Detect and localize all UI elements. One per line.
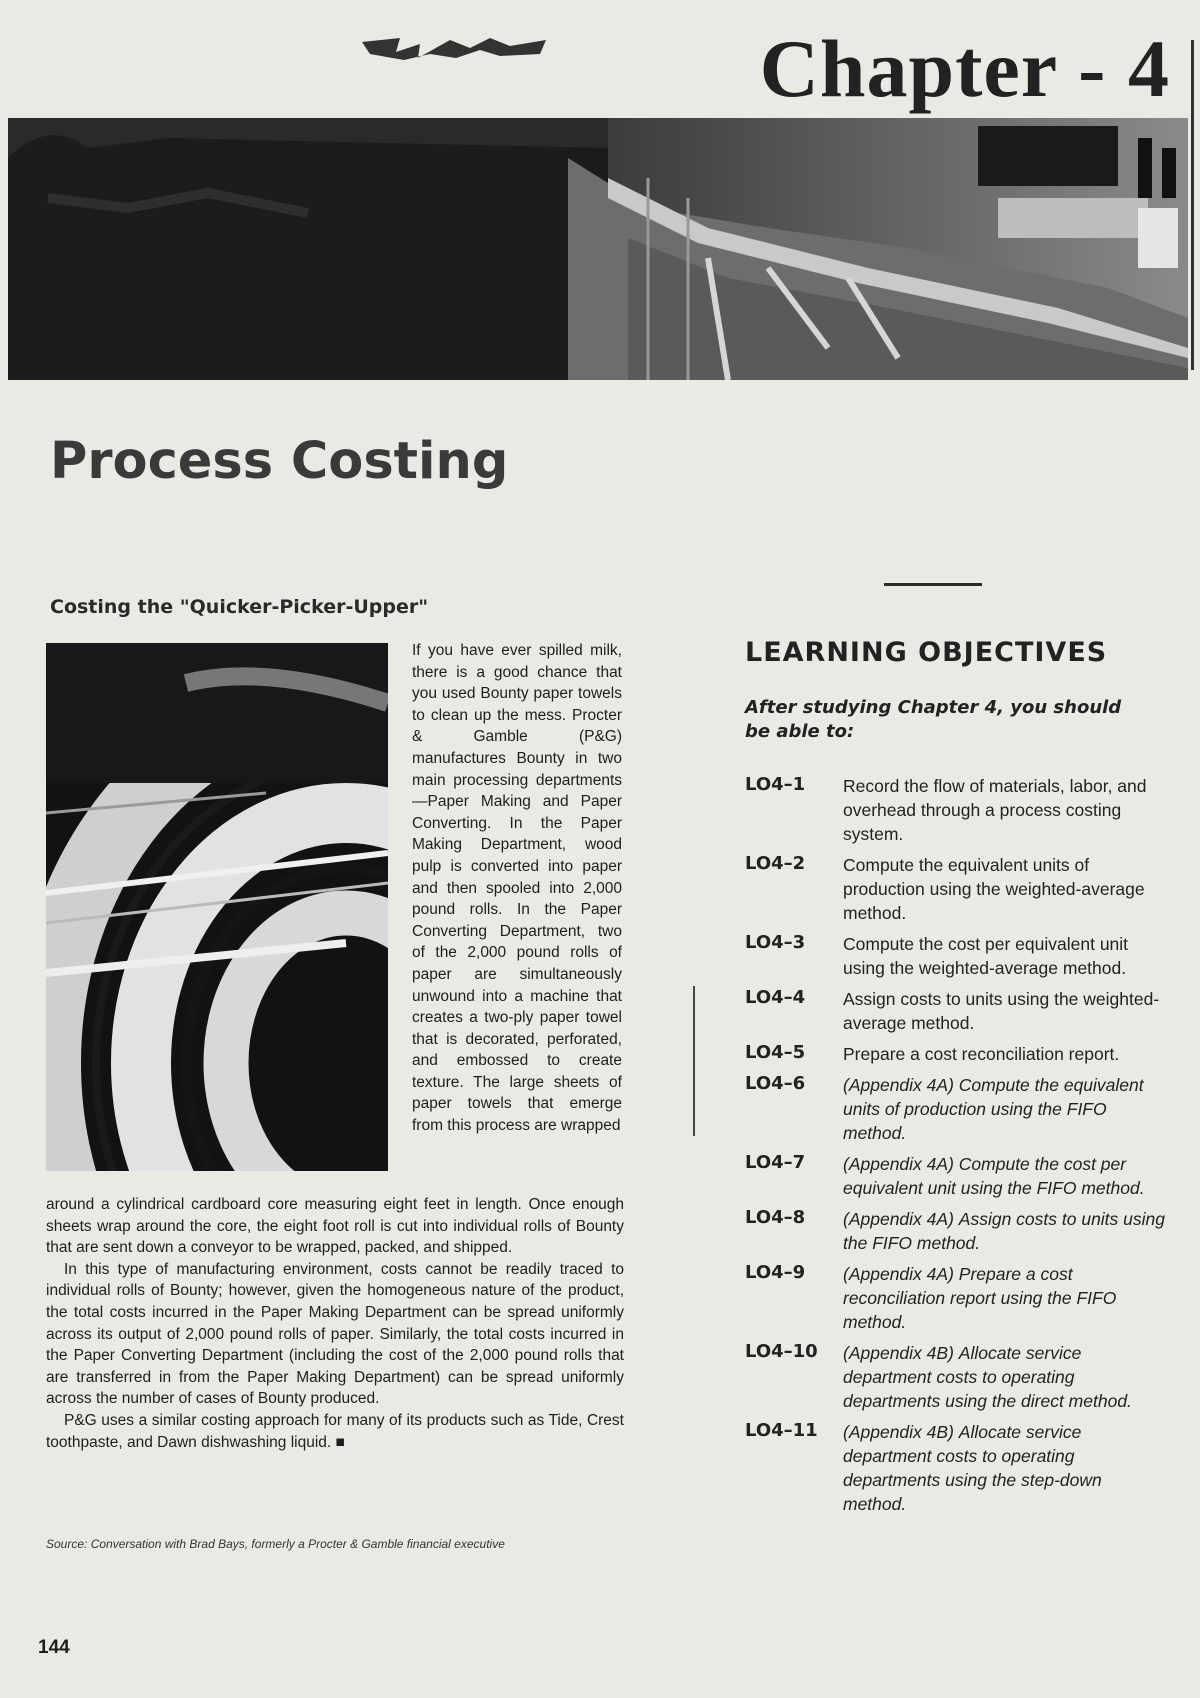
source-citation: Source: Conversation with Brad Bays, formerly a Procter & Gamble financial executive — [46, 1537, 505, 1551]
objective-appendix: (Appendix 4A) — [843, 1264, 954, 1284]
story-paragraph-1-continued: around a cylindrical cardboard core measuring eight feet in length. Once enough sheets wrap around the core, the eight foot roll is cut into individual rolls of Bounty that are sent down a conveyor to be wrapped, packed, and shipped. — [46, 1196, 624, 1257]
objective-item — [745, 1073, 1165, 1145]
objective-item — [745, 1207, 1165, 1255]
objective-body: Prepare a cost reconciliation report using the FIFO method. — [843, 1264, 1117, 1332]
learning-objectives-intro: After studying Chapter 4, you should be able to: — [745, 697, 1122, 742]
objective-text — [843, 1262, 1165, 1334]
page-number: 144 — [38, 1637, 70, 1658]
objective-item — [745, 1042, 1165, 1066]
chapter-title: Process Costing — [50, 432, 509, 491]
objective-item — [745, 1341, 1165, 1413]
objective-item — [745, 987, 1165, 1035]
objective-item — [745, 774, 1165, 846]
feature-story-body — [46, 1194, 624, 1453]
objectives-rule — [884, 583, 982, 586]
learning-objectives-heading: LEARNING OBJECTIVES — [745, 637, 1108, 668]
objective-text — [843, 1073, 1165, 1145]
objective-text: Compute the cost per equivalent unit using the weighted-average method. — [843, 934, 1129, 978]
paper-rolls-photo — [46, 643, 388, 1171]
objective-code: LO4–2 — [745, 853, 806, 874]
story-paragraph-1: If you have ever spilled milk, there is a good chance that you used Bounty paper towels to clean up the mess. Procter & Gamble (P&G) manufactures Bounty in two main processing departments—Paper Making and Paper Converting. In the Paper Making Department, wood pulp is converted into paper and then spooled into 2,000 pound rolls. In the Paper Converting Department, two of the 2,000 pound rolls of paper are simultaneously unwound into a machine that creates a two-ply paper towel that is decorated, perforated, and embossed to create texture. The large sheets of paper towels that emerge from this process are wrapped — [412, 642, 622, 1135]
objective-text — [843, 1341, 1165, 1413]
feature-story-column — [412, 640, 622, 1137]
objective-item — [745, 1152, 1165, 1200]
objective-code: LO4–5 — [745, 1042, 806, 1063]
objective-text: Prepare a cost reconciliation report. — [843, 1044, 1120, 1064]
objective-code: LO4–7 — [745, 1152, 806, 1173]
objective-text — [843, 1207, 1165, 1255]
objective-text: Compute the equivalent units of production using the weighted-average method. — [843, 855, 1145, 923]
objective-code: LO4–8 — [745, 1207, 806, 1228]
header-photo-paper-mill — [8, 118, 1188, 380]
objective-appendix: (Appendix 4A) — [843, 1154, 954, 1174]
objective-appendix: (Appendix 4B) — [843, 1422, 954, 1442]
objective-body: Allocate service department costs to operating departments using the step-down method. — [843, 1422, 1102, 1514]
objective-text — [843, 1420, 1165, 1516]
column-divider — [693, 986, 695, 1136]
objective-item — [745, 853, 1165, 925]
objective-code: LO4–6 — [745, 1073, 806, 1094]
objective-body: Assign costs to units using the FIFO method. — [843, 1209, 1165, 1253]
publisher-logo-mark — [360, 34, 550, 62]
objective-item — [745, 932, 1165, 980]
objective-appendix: (Appendix 4B) — [843, 1343, 954, 1363]
objective-appendix: (Appendix 4A) — [843, 1075, 954, 1095]
objective-code: LO4–9 — [745, 1262, 806, 1283]
feature-story-heading: Costing the "Quicker-Picker-Upper" — [50, 596, 429, 618]
objective-text — [843, 1152, 1165, 1200]
objective-code: LO4–4 — [745, 987, 806, 1008]
objective-code: LO4–3 — [745, 932, 806, 953]
objective-body: Allocate service department costs to operating departments using the direct method. — [843, 1343, 1132, 1411]
objective-item — [745, 1420, 1165, 1516]
objective-appendix: (Appendix 4A) — [843, 1209, 954, 1229]
objective-code: LO4–10 — [745, 1341, 818, 1362]
objective-text: Assign costs to units using the weighted-average method. — [843, 989, 1160, 1033]
objective-body: Compute the equivalent units of production using the FIFO method. — [843, 1075, 1144, 1143]
objective-item — [745, 1262, 1165, 1334]
chapter-label: Chapter - 4 — [759, 23, 1170, 114]
objective-code: LO4–1 — [745, 774, 806, 795]
objective-code: LO4–11 — [745, 1420, 818, 1441]
learning-objectives-list — [745, 774, 1165, 1523]
objective-body: Compute the cost per equivalent unit using the FIFO method. — [843, 1154, 1145, 1198]
story-paragraph-2: In this type of manufacturing environment, costs cannot be readily traced to individual rolls of Bounty; however, given the homogeneous nature of the product, the total costs incurred in the Paper Making Department can be spread uniformly across its output of 2,000 pound rolls of paper. Similarly, the total costs incurred in the Paper Converting Department (including the cost of the 2,000 pound rolls that are transferred in from the Paper Making Department) can be spread uniformly across the number of cases of Bounty produced. — [46, 1260, 624, 1408]
story-paragraph-3: P&G uses a similar costing approach for many of its products such as Tide, Crest toothpaste, and Dawn dishwashing liquid. ■ — [46, 1411, 624, 1451]
objective-text: Record the flow of materials, labor, and overhead through a process costing system. — [843, 776, 1147, 844]
page-edge-line — [1191, 40, 1194, 370]
